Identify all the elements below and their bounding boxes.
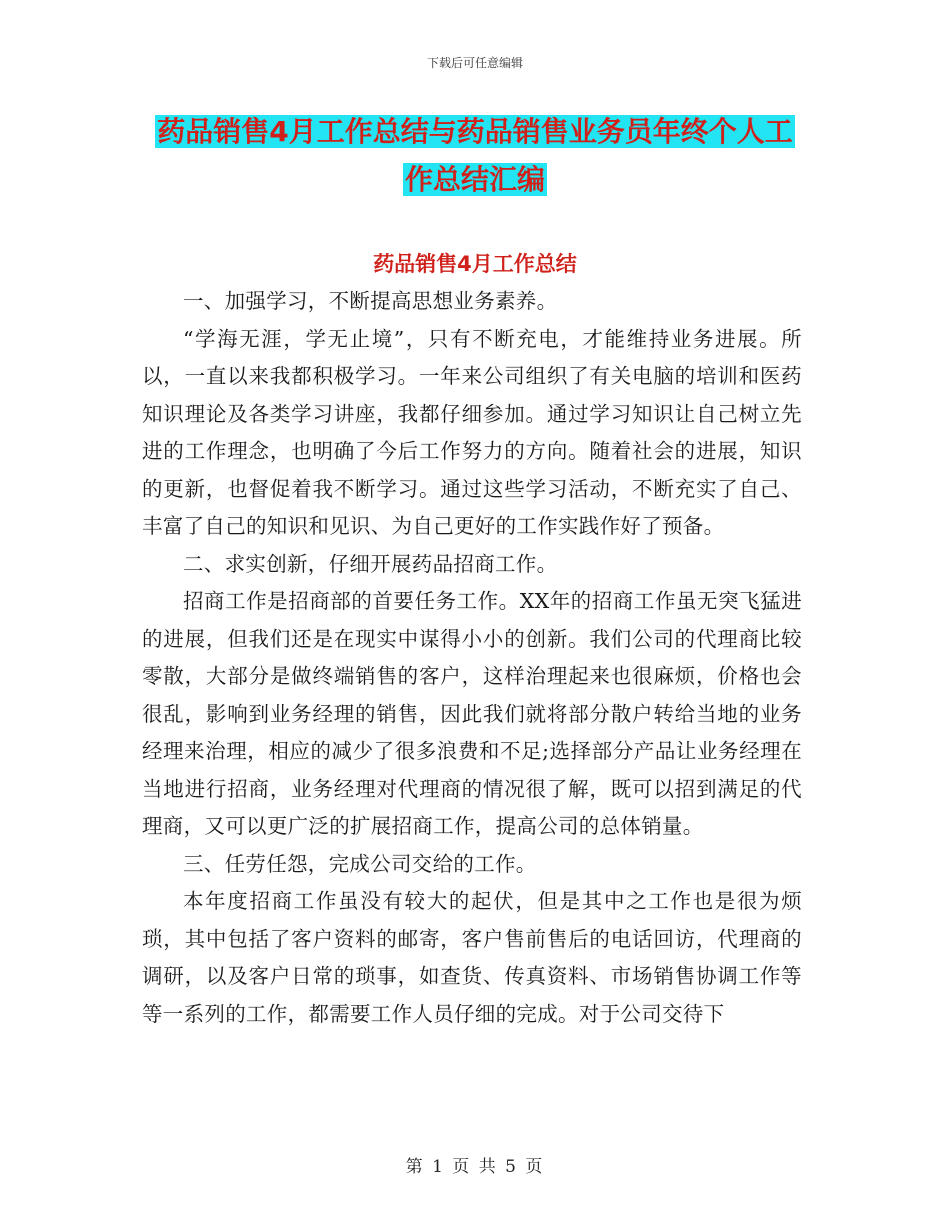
document-body [142, 283, 802, 1033]
document-title-line-1: 药品销售4月工作总结与药品销售业务员年终个人工 [157, 115, 793, 148]
page-footer: 第 1 页 共 5 页 [405, 1157, 545, 1177]
paragraph: 招商工作是招商部的首要任务工作。XX年的招商工作虽无突飞猛进的进展，但我们还是在现实中谋得小小的创新。我们公司的代理商比较零散，大部分是做终端销售的客户，这样治理起来也很麻烦，价格也会很乱，影响到业务经理的销售，因此我们就将部分散户转给当地的业务经理来治理，相应的减少了很多浪费和不足;选择部分产品让业务经理在当地进行招商，业务经理对代理商的情况很了解，既可以招到满足的代理商，又可以更广泛的扩展招商工作，提高公司的总体销量。 [142, 589, 802, 838]
paragraph: 本年度招商工作虽没有较大的起伏，但是其中之工作也是很为烦琐，其中包括了客户资料的邮寄，客户售前售后的电话回访，代理商的调研，以及客户日常的琐事，如查货、传真资料、市场销售协调工作等等一系列的工作，都需要工作人员仔细的完成。对于公司交待下 [142, 889, 802, 1026]
paragraph: 二、求实创新，仔细开展药品招商工作。 [183, 551, 558, 576]
section-title: 药品销售4月工作总结 [373, 252, 577, 276]
document-title [140, 108, 810, 204]
paragraph: 一、加强学习，不断提高思想业务素养。 [183, 289, 558, 313]
paragraph: 三、任劳任怨，完成公司交给的工作。 [183, 851, 537, 876]
document-title-line-2: 作总结汇编 [404, 163, 545, 196]
header-note: 下载后可任意编辑 [426, 56, 523, 70]
paragraph: “学海无涯，学无止境”，只有不断充电，才能维持业务进展。所以，一直以来我都积极学习。一年来公司组织了有关电脑的培训和医药知识理论及各类学习讲座，我都仔细参加。通过学习知识让自己树立先进的工作理念，也明确了今后工作努力的方向。随着社会的进展，知识的更新，也督促着我不断学习。通过这些学习活动，不断充实了自己、丰富了自己的知识和见识、为自己更好的工作实践作好了预备。 [142, 326, 802, 538]
